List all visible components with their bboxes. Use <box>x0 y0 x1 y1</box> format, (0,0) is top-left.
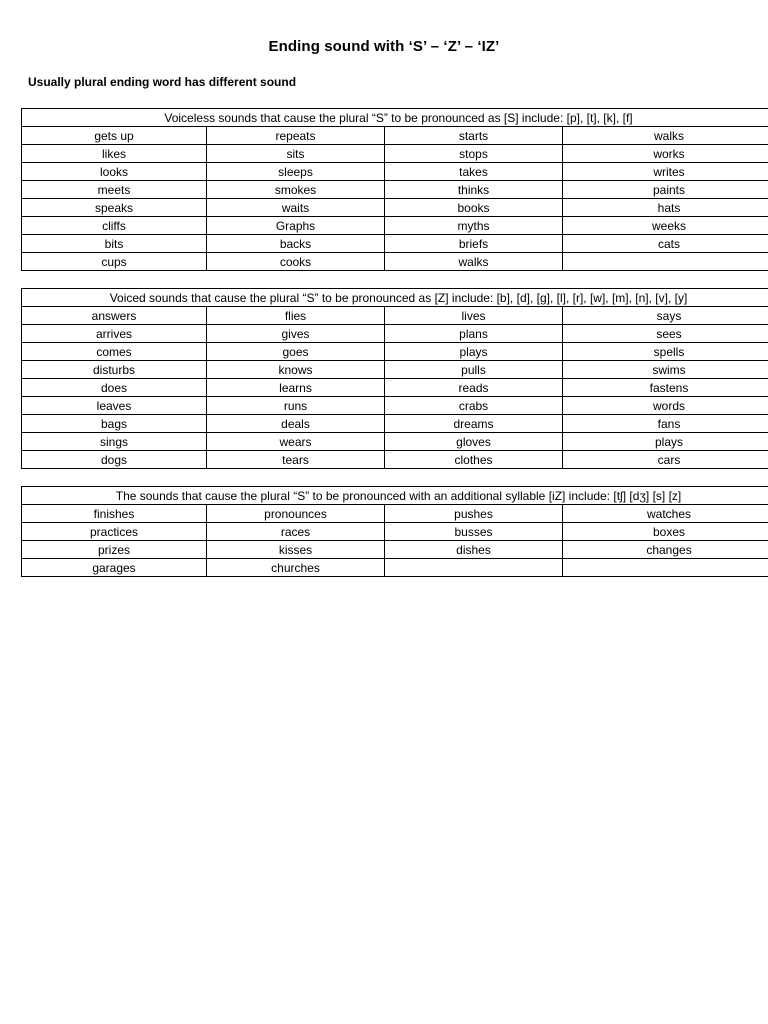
table-cell: bags <box>22 415 207 433</box>
table-cell: sleeps <box>207 163 385 181</box>
table-row <box>22 145 768 163</box>
table-cell: races <box>207 523 385 541</box>
table-cell: cups <box>22 253 207 271</box>
table-cell: gives <box>207 325 385 343</box>
table-cell: likes <box>22 145 207 163</box>
table-cell: runs <box>207 397 385 415</box>
table-cell: prizes <box>22 541 207 559</box>
table-cell: goes <box>207 343 385 361</box>
table-cell: practices <box>22 523 207 541</box>
table-cell: waits <box>207 199 385 217</box>
table-cell: kisses <box>207 541 385 559</box>
table-row <box>22 523 768 541</box>
table-cell: Graphs <box>207 217 385 235</box>
table-cell: garages <box>22 559 207 577</box>
table-cell: walks <box>385 253 563 271</box>
table-cell: looks <box>22 163 207 181</box>
table-cell: finishes <box>22 505 207 523</box>
table-row <box>22 163 768 181</box>
table-cell: sits <box>207 145 385 163</box>
table-row <box>22 541 768 559</box>
table-header-row <box>22 109 768 127</box>
table-cell: sees <box>563 325 768 343</box>
table-cell: meets <box>22 181 207 199</box>
table-cell: dreams <box>385 415 563 433</box>
table-cell: watches <box>563 505 768 523</box>
table-cell: briefs <box>385 235 563 253</box>
table-cell <box>563 253 768 271</box>
table-row <box>22 127 768 145</box>
table-cell: learns <box>207 379 385 397</box>
table-cell: swims <box>563 361 768 379</box>
table-cell: paints <box>563 181 768 199</box>
table-cell: words <box>563 397 768 415</box>
table-header: The sounds that cause the plural “S” to be pronounced with an additional syllable [iZ] include: [tʃ] [dʒ] [s] [z] <box>22 487 768 505</box>
table-cell: arrives <box>22 325 207 343</box>
table-cell: churches <box>207 559 385 577</box>
table-header: Voiced sounds that cause the plural “S” to be pronounced as [Z] include: [b], [d], [g], [l], [r], [w], [m], [n], [v], [y] <box>22 289 768 307</box>
table-header-row <box>22 487 768 505</box>
page-subtitle: Usually plural ending word has different sound <box>28 75 297 89</box>
table-cell: knows <box>207 361 385 379</box>
table-cell: pulls <box>385 361 563 379</box>
table-cell: cliffs <box>22 217 207 235</box>
table-cell <box>385 559 563 577</box>
table-cell: sings <box>22 433 207 451</box>
table-row <box>22 181 768 199</box>
table-cell: takes <box>385 163 563 181</box>
voiced-sounds-table <box>21 288 768 469</box>
table-cell: dishes <box>385 541 563 559</box>
table-cell: gets up <box>22 127 207 145</box>
table-row <box>22 235 768 253</box>
table-cell: plays <box>385 343 563 361</box>
table-cell: says <box>563 307 768 325</box>
table-cell: weeks <box>563 217 768 235</box>
table-cell: books <box>385 199 563 217</box>
voiceless-sounds-table <box>21 108 768 271</box>
table-row <box>22 361 768 379</box>
table-cell: leaves <box>22 397 207 415</box>
table-cell: backs <box>207 235 385 253</box>
table-cell: cats <box>563 235 768 253</box>
table-row <box>22 451 768 469</box>
table-row <box>22 343 768 361</box>
table-cell: pronounces <box>207 505 385 523</box>
table-cell: reads <box>385 379 563 397</box>
table-cell: boxes <box>563 523 768 541</box>
table-row <box>22 379 768 397</box>
table-cell: tears <box>207 451 385 469</box>
table-cell: writes <box>563 163 768 181</box>
table-cell: speaks <box>22 199 207 217</box>
table-cell: answers <box>22 307 207 325</box>
table-row <box>22 433 768 451</box>
table-row <box>22 307 768 325</box>
table-cell: thinks <box>385 181 563 199</box>
table-cell: repeats <box>207 127 385 145</box>
table-cell: starts <box>385 127 563 145</box>
table-cell: walks <box>563 127 768 145</box>
table-cell: dogs <box>22 451 207 469</box>
table-cell: changes <box>563 541 768 559</box>
table-cell: myths <box>385 217 563 235</box>
table-cell: bits <box>22 235 207 253</box>
table-row <box>22 199 768 217</box>
table-cell <box>563 559 768 577</box>
table-cell: smokes <box>207 181 385 199</box>
table-cell: flies <box>207 307 385 325</box>
table-row <box>22 559 768 577</box>
table-cell: cooks <box>207 253 385 271</box>
table-cell: does <box>22 379 207 397</box>
table-cell: plays <box>563 433 768 451</box>
table-cell: cars <box>563 451 768 469</box>
iz-sounds-table <box>21 486 768 577</box>
table-cell: fastens <box>563 379 768 397</box>
table-cell: plans <box>385 325 563 343</box>
table-cell: works <box>563 145 768 163</box>
table-cell: fans <box>563 415 768 433</box>
table-header: Voiceless sounds that cause the plural “S” to be pronounced as [S] include: [p], [t], [k], [f] <box>22 109 768 127</box>
table-cell: hats <box>563 199 768 217</box>
table-cell: wears <box>207 433 385 451</box>
table-row <box>22 253 768 271</box>
table-cell: comes <box>22 343 207 361</box>
table-header-row <box>22 289 768 307</box>
table-row <box>22 415 768 433</box>
table-cell: disturbs <box>22 361 207 379</box>
table-cell: deals <box>207 415 385 433</box>
table-cell: clothes <box>385 451 563 469</box>
table-cell: crabs <box>385 397 563 415</box>
table-row <box>22 505 768 523</box>
table-cell: gloves <box>385 433 563 451</box>
table-cell: lives <box>385 307 563 325</box>
table-row <box>22 397 768 415</box>
page-title: Ending sound with ‘S’ – ‘Z’ – ‘IZ’ <box>268 38 500 55</box>
table-cell: busses <box>385 523 563 541</box>
table-cell: pushes <box>385 505 563 523</box>
table-row <box>22 217 768 235</box>
table-row <box>22 325 768 343</box>
table-cell: stops <box>385 145 563 163</box>
table-cell: spells <box>563 343 768 361</box>
